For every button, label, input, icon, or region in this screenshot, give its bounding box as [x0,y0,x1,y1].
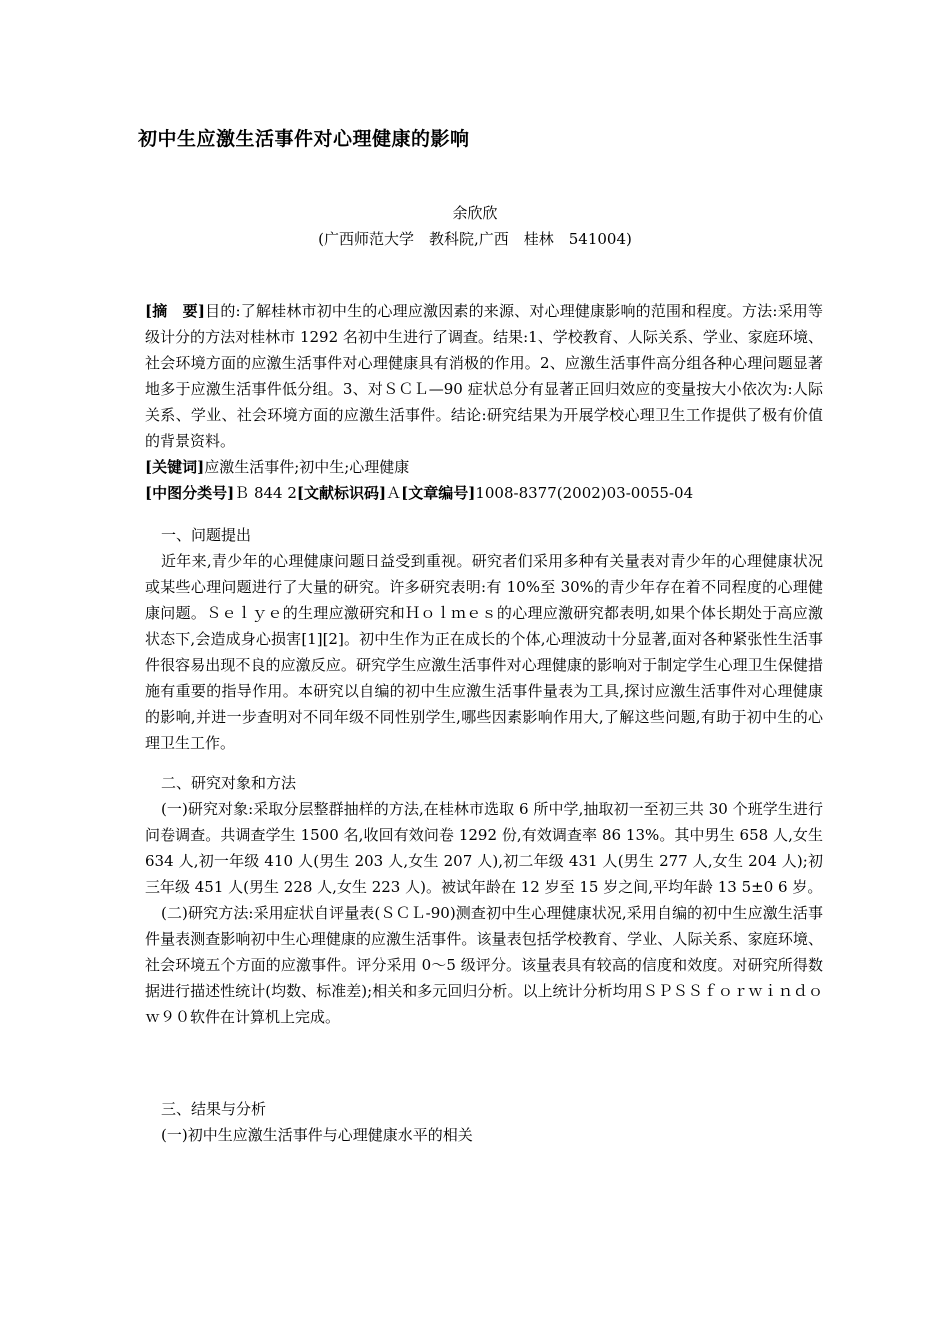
section-heading: 一、问题提出 [161,526,252,544]
abstract-text: 目的:了解桂林市初中生的心理应激因素的来源、对心理健康影响的范围和程度。方法:采用等级计分的方法对桂林市 1292 名初中生进行了调查。结果:1、学校教育、人际关系、学业、家庭环境、社会环境方面的应激生活事件对心理健康具有消极的作用。2、应激生活事件高分组各种心理问题显著地多于应激生活事件低分组。3、对ＳＣＬ—90 症状总分有显著正回归效应的变量按大小依次为:人际关系、学业、社会环境方面的应激生活事件。结论:研究结果为开展学校心理卫生工作提供了极有价值的背景资料。 [145,302,823,450]
article-no-label: [文章编号] [401,484,476,502]
abstract-label: [摘 要] [145,302,205,320]
doc-code-label: [文献标识码] [296,484,387,502]
abstract-paragraph [145,298,823,454]
keywords-label: [关键词] [145,458,205,476]
subsection-heading: (一)初中生应激生活事件与心理健康水平的相关 [161,1126,473,1144]
author-name: 余欣欣 [452,204,498,222]
doc-code-value: Ａ [386,484,402,502]
keywords-line [145,454,823,480]
section-paragraph: (二)研究方法:采用症状自评量表(ＳＣＬ-90)测查初中生心理健康状况,采用自编的初中生应激生活事件量表测查影响初中生心理健康的应激生活事件。该量表包括学校教育、学业、人际关系、家庭环境、社会环境五个方面的应激事件。评分采用 0～5 级评分。该量表具有较高的信度和效度。对研究所得数据进行描述性统计(均数、标准差);相关和多元回归分析。以上统计分析均用ＳＰＳＳｆｏｒｗｉｎｄｏｗ９０软件在计算机上完成。 [145,904,823,1026]
section-heading: 二、研究对象和方法 [161,774,297,792]
section-problem [145,522,823,756]
section-paragraph: 近年来,青少年的心理健康问题日益受到重视。研究者们采用多种有关量表对青少年的心理健康状况或某些心理问题进行了大量的研究。许多研究表明:有 10%至 30%的青少年存在着不同程度的心理健康问题。Ｓｅｌｙｅ的生理应激研究和Ｈｏｌｍｅｓ的心理应激研究都表明,如果个体长期处于高应激状态下,会造成身心损害[1][2]。初中生作为正在成长的个体,心理波动十分显著,面对各种紧张性生活事件很容易出现不良的应激反应。研究学生应激生活事件对心理健康的影响对于制定学生心理卫生保健措施有重要的指导作用。本研究以自编的初中生应激生活事件量表为工具,探讨应激生活事件对心理健康的影响,并进一步查明对不同年级不同性别学生,哪些因素影响作用大,了解这些问题,有助于初中生的心理卫生工作。 [145,552,823,752]
author-affiliation: (广西师范大学 教科院,广西 桂林 541004) [318,230,632,248]
keywords-text: 应激生活事件;初中生;心理健康 [204,458,410,476]
section-heading: 三、结果与分析 [161,1100,267,1118]
classification-line [145,480,823,506]
section-paragraph: (一)研究对象:采取分层整群抽样的方法,在桂林市选取 6 所中学,抽取初一至初三共 30 个班学生进行问卷调查。共调查学生 1500 名,收回有效问卷 1292 份,有效调查率 86 13%。其中男生 658 人,女生 634 人,初一年级 410 人(男生 203 人,女生 207 人),初二年级 431 人(男生 277 人,女生 204 人);初三年级 451 人(男生 228 人,女生 223 人)。被试年龄在 12 岁至 15 岁之间,平均年龄 13 5±0 6 岁。 [145,800,823,896]
section-results [145,1096,823,1148]
article-no-value: 1008-8377(2002)03-0055-04 [475,484,694,502]
abstract-block [145,298,823,506]
clc-label: [中图分类号] [145,484,235,502]
clc-value: Ｂ 844 2 [234,484,297,502]
paper-title: 初中生应激生活事件对心理健康的影响 [138,128,470,150]
section-methods [145,770,823,1030]
